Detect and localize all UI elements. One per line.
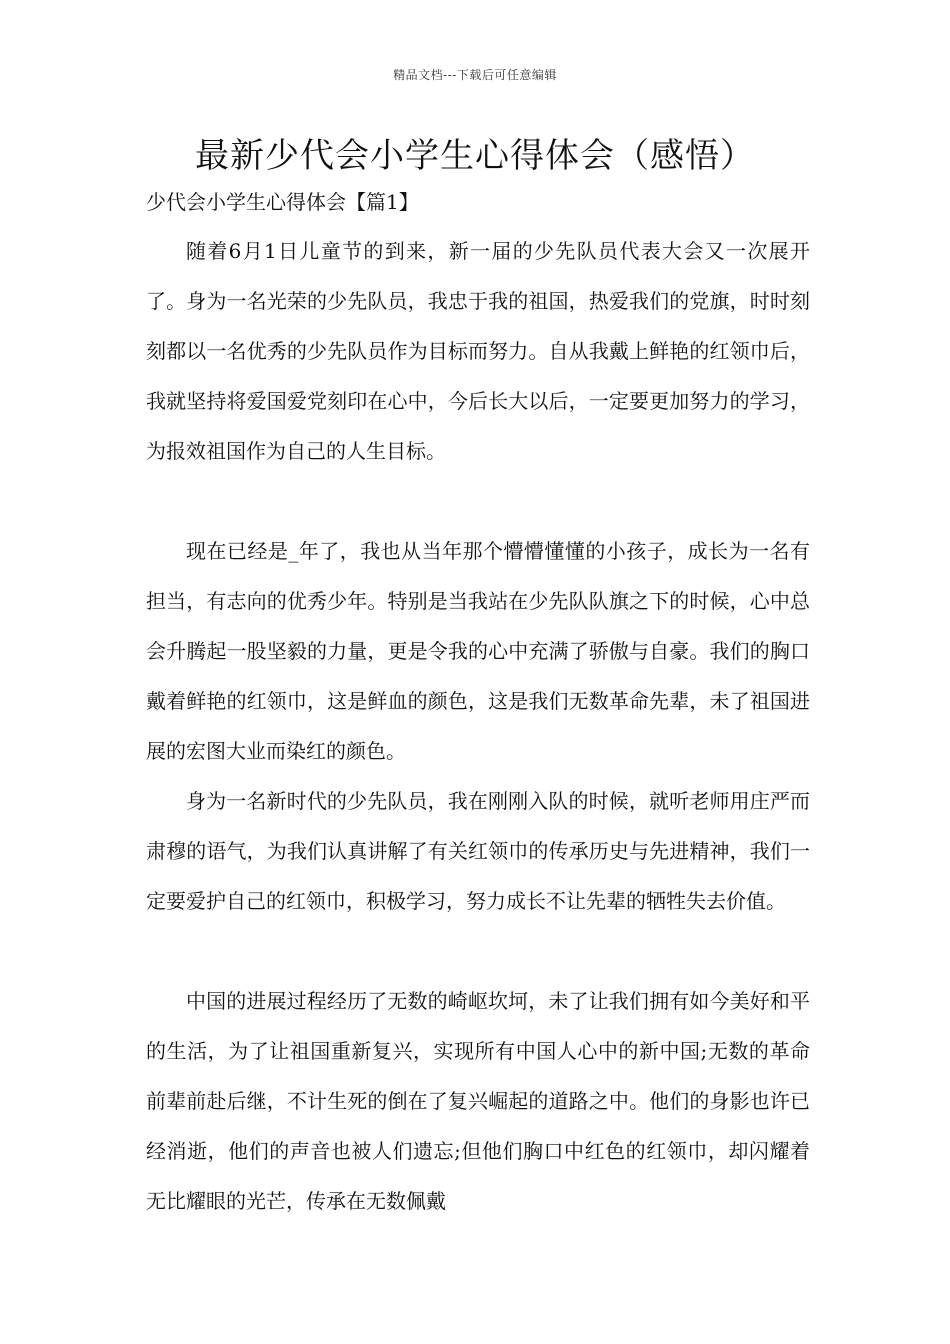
- paragraph-2: 现在已经是_年了，我也从当年那个懵懵懂懂的小孩子，成长为一名有担当，有志向的优秀少年。特别是当我站在少先队队旗之下的时候，心中总会升腾起一股坚毅的力量，更是令我的心中充满了骄傲与自豪。我们的胸口戴着鲜艳的红领巾，这是鲜血的颜色，这是我们无数革命先辈，未了祖国进展的宏图大业而染红的颜色。: [146, 539, 810, 763]
- page-title: 最新少代会小学生心得体会（感悟）: [195, 136, 755, 176]
- header-note: 精品文档---下载后可任意编辑: [393, 68, 557, 82]
- paragraph-4: 中国的进展过程经历了无数的崎岖坎坷，未了让我们拥有如今美好和平的生活，为了让祖国重新复兴，实现所有中国人心中的新中国;无数的革命前辈前赴后继，不计生死的倒在了复兴崛起的道路之中。他们的身影也许已经消逝，他们的声音也被人们遗忘;但他们胸口中红色的红领巾，却闪耀着无比耀眼的光芒，传承在无数佩戴: [146, 989, 810, 1213]
- paragraph-3: 身为一名新时代的少先队员，我在刚刚入队的时候，就听老师用庄严而肃穆的语气，为我们认真讲解了有关红领巾的传承历史与先进精神，我们一定要爱护自己的红领巾，积极学习，努力成长不让先辈的牺牲失去价值。: [146, 789, 810, 913]
- paragraph-1: 随着6月1日儿童节的到来，新一届的少先队员代表大会又一次展开了。身为一名光荣的少先队员，我忠于我的祖国，热爱我们的党旗，时时刻刻都以一名优秀的少先队员作为目标而努力。自从我戴上鲜艳的红领巾后，我就坚持将爱国爱党刻印在心中，今后长大以后，一定要更加努力的学习，为报效祖国作为自己的人生目标。: [146, 239, 810, 463]
- section-heading: 少代会小学生心得体会【篇1】: [146, 190, 419, 214]
